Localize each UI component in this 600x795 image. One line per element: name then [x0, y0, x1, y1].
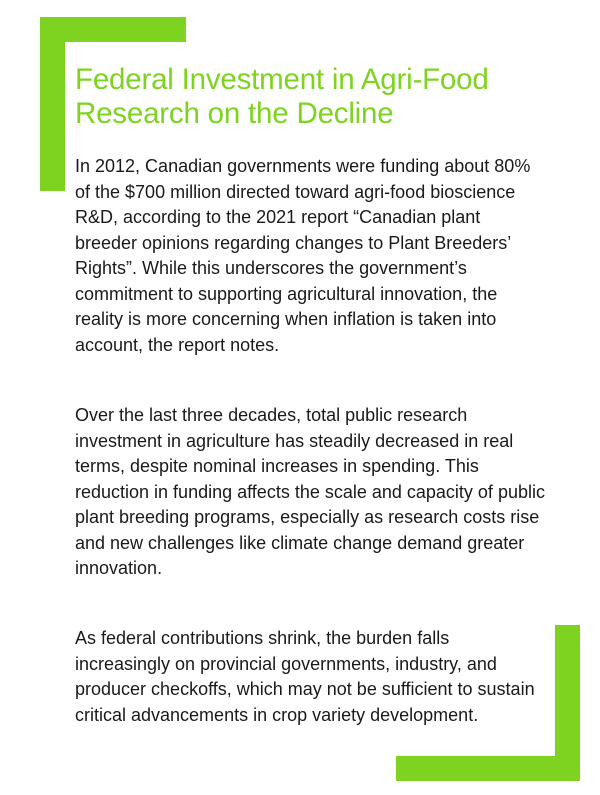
- paragraph-three-decades: Over the last three decades, total public research investment in agriculture has steadily decreased in real terms, despite nominal increases in spending. This reduction in funding affects the scale and capacity of public plant breeding programs, especially as research costs rise and new challenges like climate change demand greater innovation.: [75, 405, 545, 578]
- bottom-right-bracket-horizontal: [396, 756, 580, 781]
- top-left-bracket-vertical: [40, 17, 65, 191]
- paragraph-funding-2012: In 2012, Canadian governments were funding about 80% of the $700 million directed toward agri-food bioscience R&D, according to the 2021 report “Canadian plant breeder opinions regarding changes to Plant Breeders’ Rights”. While this underscores the government’s commitment to supporting agricultural innovation, the reality is more concerning when inflation is taken into account, the report notes.: [75, 156, 531, 355]
- article-title: Federal Investment in Agri-Food Research on the Decline: [75, 63, 489, 130]
- paragraph-burden-shift: As federal contributions shrink, the burden falls increasingly on provincial governments, industry, and producer checkoffs, which may not be sufficient to sustain critical advancements in crop variety development.: [75, 628, 535, 725]
